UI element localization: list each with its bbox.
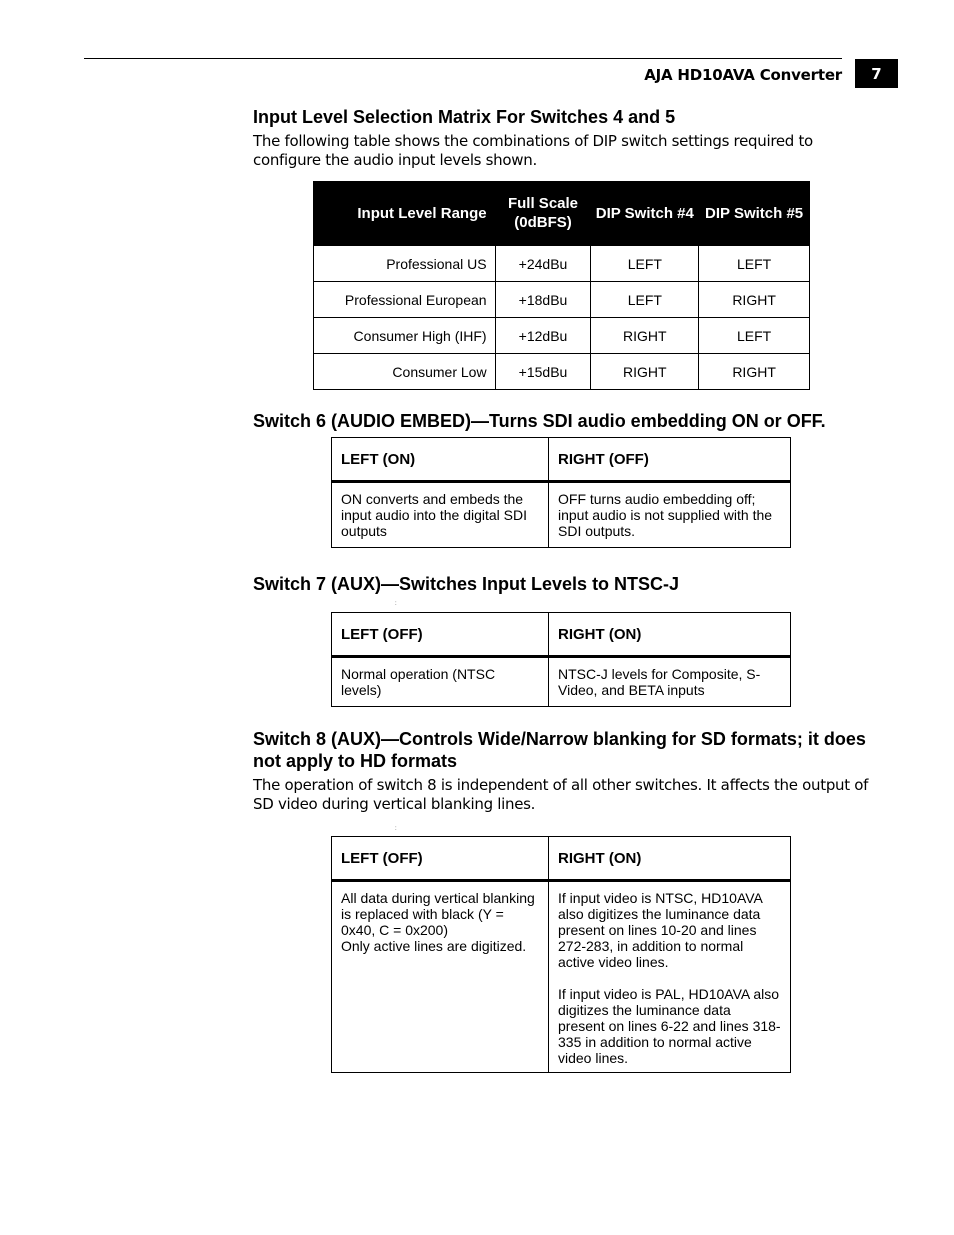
table-cell: LEFT xyxy=(591,282,699,318)
table-cell: All data during vertical blanking is replaced with black (Y = 0x40, C = 0x200) Only active lines are digitized. xyxy=(332,881,549,1073)
table-cell: RIGHT xyxy=(591,354,699,390)
column-header: DIP Switch #4 xyxy=(591,181,699,246)
column-header: LEFT (ON) xyxy=(332,438,549,482)
table-cell: +18dBu xyxy=(495,282,591,318)
table-cell: RIGHT xyxy=(591,318,699,354)
table-cell: +24dBu xyxy=(495,246,591,282)
table-row xyxy=(314,318,810,354)
stray-mark: : xyxy=(395,601,397,607)
table-row xyxy=(332,657,791,707)
switch-6-table xyxy=(331,437,791,548)
table-cell: If input video is NTSC, HD10AVA also digitizes the luminance data present on lines 10-20 and lines 272-283, in addition to normal active video lines. If input video is PAL, HD10AVA also digitizes the luminance data present on lines 6-22 and lines 318-335 in addition to normal active video lines. xyxy=(549,881,791,1073)
column-header: RIGHT (ON) xyxy=(549,837,791,881)
table-cell: RIGHT xyxy=(699,354,810,390)
page-number: 7 xyxy=(855,59,898,88)
header-rule xyxy=(84,58,842,59)
column-header: Input Level Range xyxy=(314,181,496,246)
column-header: LEFT (OFF) xyxy=(332,613,549,657)
running-header-title: AJA HD10AVA Converter xyxy=(644,66,842,84)
table-row xyxy=(332,881,791,1073)
table-cell: +12dBu xyxy=(495,318,591,354)
table-row xyxy=(332,482,791,548)
table-header-row xyxy=(332,438,791,482)
table-cell: RIGHT xyxy=(699,282,810,318)
table-row xyxy=(314,354,810,390)
section-heading-input-level: Input Level Selection Matrix For Switches 4 and 5 xyxy=(253,107,676,127)
input-level-matrix-table xyxy=(313,181,810,390)
table-header-row xyxy=(332,837,791,881)
section-heading-switch-8: Switch 8 (AUX)—Controls Wide/Narrow blanking for SD formats; it does not apply to HD formats xyxy=(253,729,866,771)
table-cell: Normal operation (NTSC levels) xyxy=(332,657,549,707)
section-heading-switch-6: Switch 6 (AUDIO EMBED)—Turns SDI audio embedding ON or OFF. xyxy=(253,411,826,431)
switch-8-table xyxy=(331,836,791,1073)
table-cell: Professional US xyxy=(314,246,496,282)
table-header-row xyxy=(332,613,791,657)
column-header: RIGHT (OFF) xyxy=(549,438,791,482)
section-intro-switch-8: The operation of switch 8 is independent of all other switches. It affects the output of SD video during vertical blanking lines. xyxy=(253,776,869,813)
table-cell: ON converts and embeds the input audio into the digital SDI outputs xyxy=(332,482,549,548)
table-cell: Consumer High (IHF) xyxy=(314,318,496,354)
table-header-row xyxy=(314,181,810,246)
table-cell: LEFT xyxy=(591,246,699,282)
table-cell: OFF turns audio embedding off; input audio is not supplied with the SDI outputs. xyxy=(549,482,791,548)
table-row xyxy=(314,246,810,282)
table-cell: LEFT xyxy=(699,318,810,354)
section-heading-switch-7: Switch 7 (AUX)—Switches Input Levels to NTSC-J xyxy=(253,574,680,594)
table-cell: LEFT xyxy=(699,246,810,282)
column-header: RIGHT (ON) xyxy=(549,613,791,657)
table-cell: Professional European xyxy=(314,282,496,318)
stray-mark: : xyxy=(395,826,397,832)
table-cell: Consumer Low xyxy=(314,354,496,390)
table-cell: +15dBu xyxy=(495,354,591,390)
section-intro-input-level: The following table shows the combinations of DIP switch settings required to configure the audio input levels shown. xyxy=(253,132,813,169)
column-header: LEFT (OFF) xyxy=(332,837,549,881)
switch-7-table xyxy=(331,612,791,707)
column-header: DIP Switch #5 xyxy=(699,181,810,246)
table-cell: NTSC-J levels for Composite, S-Video, and BETA inputs xyxy=(549,657,791,707)
table-row xyxy=(314,282,810,318)
column-header: Full Scale (0dBFS) xyxy=(495,181,591,246)
